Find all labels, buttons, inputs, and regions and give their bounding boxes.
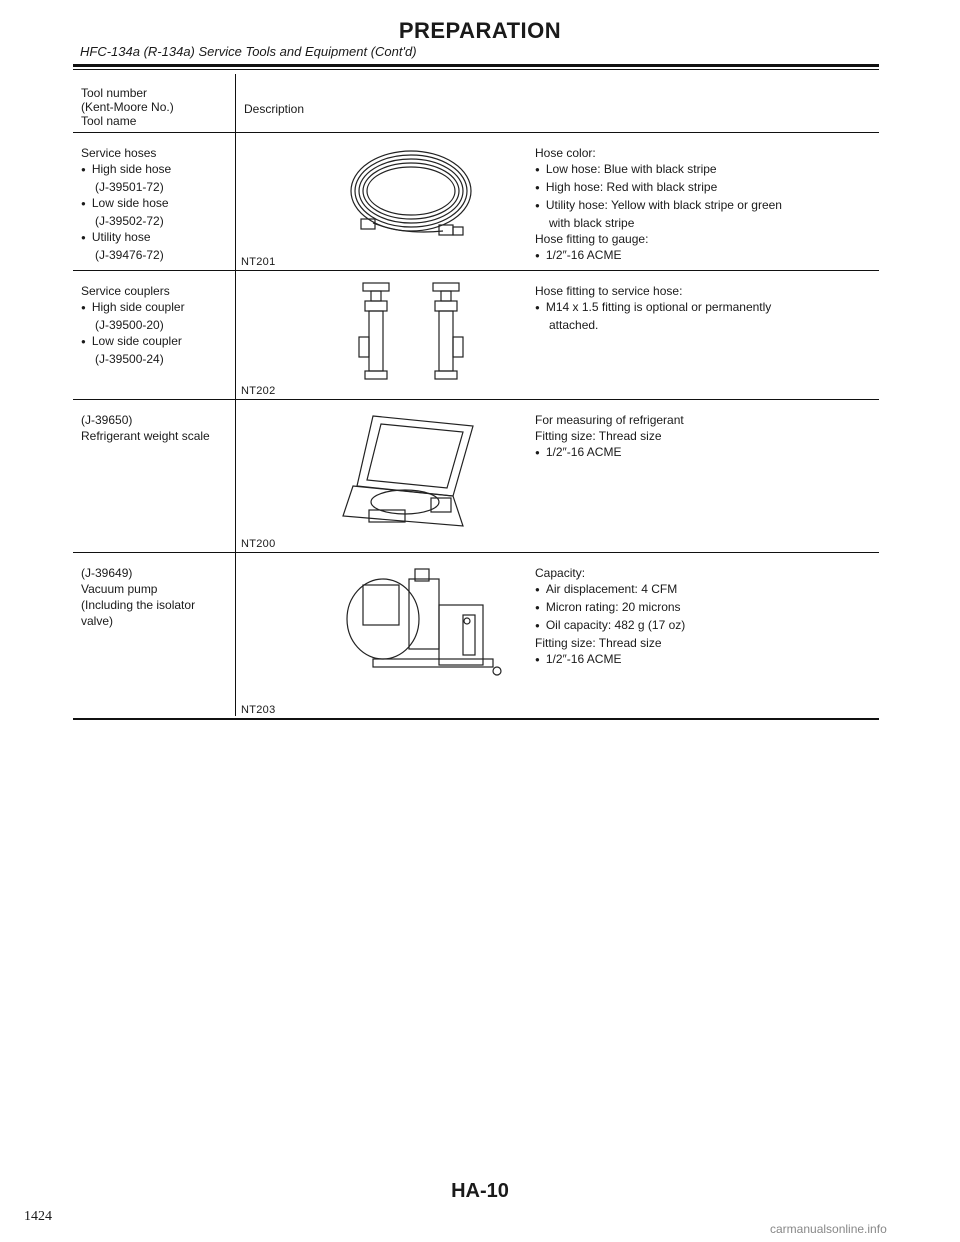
tool-line: ● High side hose (81, 161, 231, 179)
row-tool-info (81, 565, 231, 629)
desc-line: Hose fitting to service hose: (535, 284, 683, 298)
desc-line: ● Air displacement: 4 CFM (535, 581, 875, 599)
figure-code: NT200 (241, 538, 276, 550)
row-description (535, 412, 875, 462)
header-description: Description (244, 102, 305, 116)
tool-line: valve) (81, 614, 114, 628)
tool-line: Vacuum pump (81, 582, 158, 596)
tool-line: (J-39502-72) (95, 214, 164, 228)
page-index: 1424 (24, 1209, 52, 1224)
row-tool-info (81, 283, 231, 367)
desc-line: ● Oil capacity: 482 g (17 oz) (535, 617, 875, 635)
table-row-service-couplers (73, 271, 879, 400)
tool-line: (J-39650) (81, 413, 133, 427)
couplers-illustration (313, 277, 503, 387)
desc-line: ● Low hose: Blue with black stripe (535, 161, 875, 179)
desc-line: Hose fitting to gauge: (535, 232, 649, 246)
figure-code: NT202 (241, 385, 276, 397)
desc-line: ● 1/2″-16 ACME (535, 247, 875, 265)
desc-line: Fitting size: Thread size (535, 636, 662, 650)
figure-code: NT203 (241, 704, 276, 716)
tool-line: (J-39649) (81, 566, 133, 580)
tool-line: (J-39500-24) (95, 352, 164, 366)
tool-line: Service couplers (81, 284, 170, 298)
tool-line: Refrigerant weight scale (81, 429, 210, 443)
header-tool-column (81, 86, 174, 128)
desc-line: with black stripe (549, 216, 635, 230)
page-code: HA-10 (451, 1180, 509, 1202)
row-description (535, 283, 875, 333)
desc-line: ● Utility hose: Yellow with black stripe or green (535, 197, 875, 215)
header-tool-line: Tool name (81, 114, 137, 128)
tool-line: Service hoses (81, 146, 157, 160)
tool-line: (J-39476-72) (95, 248, 164, 262)
tool-line: ● Low side coupler (81, 333, 231, 351)
tool-line: (Including the isolator (81, 598, 196, 612)
watermark: carmanualsonline.info (770, 1222, 887, 1236)
row-tool-info (81, 145, 231, 263)
desc-line: ● M14 x 1.5 fitting is optional or permanently (535, 299, 875, 317)
table-header-row (73, 74, 879, 133)
desc-line: Capacity: (535, 566, 586, 580)
row-tool-info (81, 412, 231, 444)
header-rule-thin (73, 69, 879, 70)
desc-line: Hose color: (535, 146, 596, 160)
hose-illustration (313, 139, 503, 259)
row-description (535, 565, 875, 669)
desc-line: Fitting size: Thread size (535, 429, 662, 443)
tool-line: (J-39500-20) (95, 318, 164, 332)
tool-line: ● Low side hose (81, 195, 231, 213)
desc-line: ● 1/2″-16 ACME (535, 444, 875, 462)
figure-code: NT201 (241, 256, 276, 268)
table-row-vacuum-pump (73, 553, 879, 720)
desc-line: attached. (549, 318, 599, 332)
tool-line: (J-39501-72) (95, 180, 164, 194)
scale-illustration (313, 406, 513, 546)
page-title: PREPARATION (398, 18, 562, 43)
header-tool-line: (Kent-Moore No.) (81, 100, 174, 114)
tool-line: ● Utility hose (81, 229, 231, 247)
table-row-weight-scale (73, 400, 879, 553)
tool-line: ● High side coupler (81, 299, 231, 317)
desc-line: ● High hose: Red with black stripe (535, 179, 875, 197)
desc-line: ● 1/2″-16 ACME (535, 651, 875, 669)
desc-line: For measuring of refrigerant (535, 413, 684, 427)
desc-line: ● Micron rating: 20 microns (535, 599, 875, 617)
row-description (535, 145, 875, 265)
vacuum-pump-illustration (313, 559, 513, 699)
page-subtitle: HFC-134a (R-134a) Service Tools and Equipment (Cont'd) (80, 44, 417, 59)
tools-table (73, 74, 879, 720)
header-rule-thick (73, 64, 879, 67)
header-tool-line: Tool number (81, 86, 148, 100)
table-row-service-hoses (73, 133, 879, 271)
